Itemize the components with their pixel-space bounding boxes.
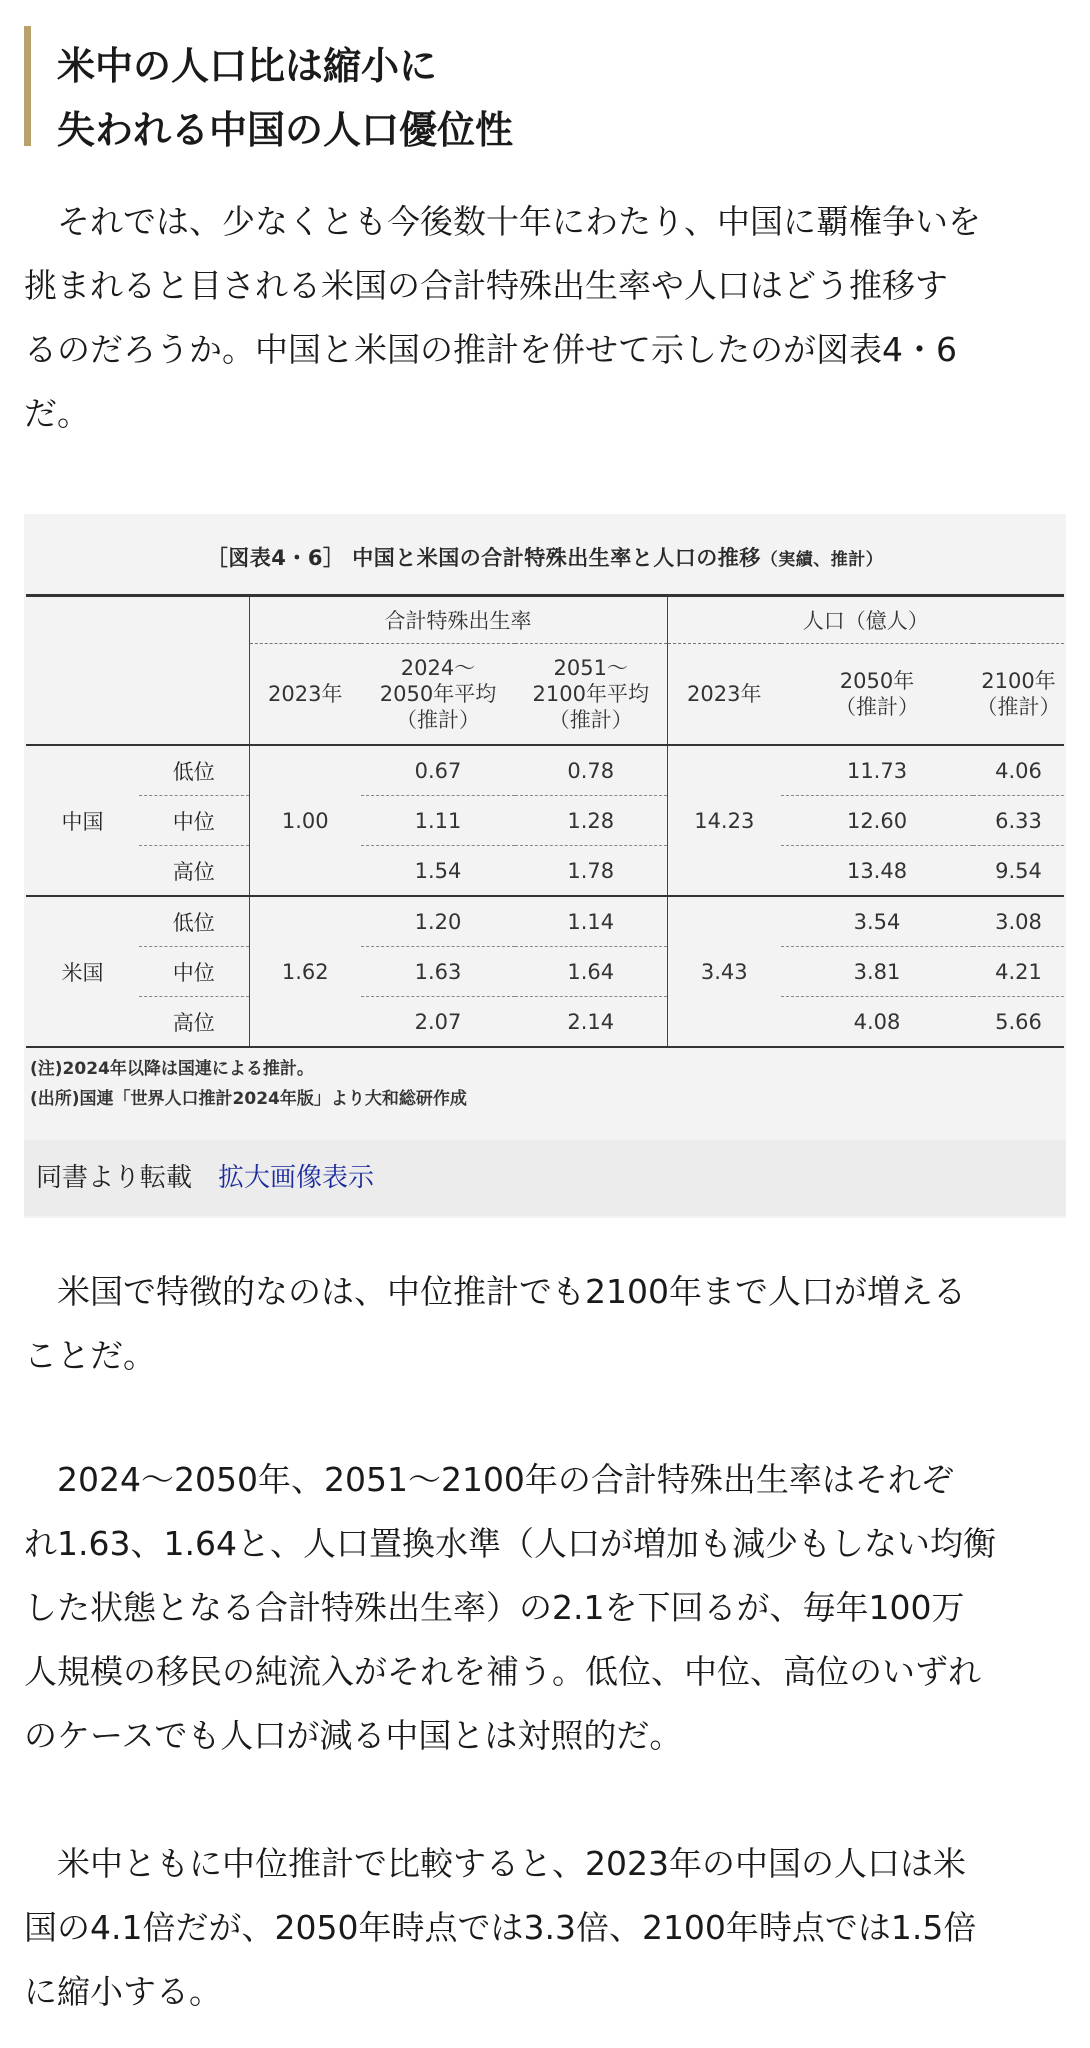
table-cell: 0.67 [361,745,515,796]
source-credit: 同書より転載 [36,1163,193,1193]
country-label: 米国 [26,896,139,1047]
paragraph-line: のケースでも人口が減る中国とは対照的だ。 [24,1716,683,1755]
figure-title-main: ［図表4・6］ 中国と米国の合計特殊出生率と人口の推移 [206,546,761,570]
group-header-fertility: 合計特殊出生率 [249,596,667,644]
figure-title [24,542,1066,572]
table-cell: 11.73 [781,745,973,796]
table-cell: 3.08 [973,896,1064,947]
variant-label: 低位 [139,896,249,947]
paragraph-line: るのだろうか。中国と米国の推計を併せて示したのが図表4・6 [24,330,957,369]
col-header-f2051-2100: 2051～ 2100年平均 （推計） [515,644,667,746]
table-cell: 5.66 [973,997,1064,1048]
table-row [26,745,1064,796]
table-cell: 3.54 [781,896,973,947]
population-2023-cell: 14.23 [667,745,781,896]
table-cell: 2.14 [515,997,667,1048]
table-cell: 1.11 [361,796,515,846]
heading-line: 米中の人口比は縮小に [57,44,438,88]
table-row [26,796,1064,846]
col-header-p2100: 2100年 （推計） [973,644,1064,746]
variant-label: 低位 [139,745,249,796]
table-cell: 1.28 [515,796,667,846]
col-header-f2024-2050: 2024～ 2050年平均 （推計） [361,644,515,746]
table-cell: 9.54 [973,846,1064,897]
figure-footer [24,1140,1066,1216]
paragraph-line: 挑まれると目される米国の合計特殊出生率や人口はどう推移す [24,266,948,305]
paragraph-us-feature [24,1260,1064,1388]
variant-label: 高位 [139,997,249,1048]
figure-source-note: (出所)国連「世界人口推計2024年版」より大和総研作成 [30,1089,467,1109]
paragraph-line: に縮小する。 [24,1972,222,2011]
paragraph-line: れ1.63、1.64と、人口置換水準（人口が増加も減少もしない均衡 [24,1524,996,1563]
paragraph-line: 2024～2050年、2051～2100年の合計特殊出生率はそれぞ [24,1460,954,1499]
table-cell: 6.33 [973,796,1064,846]
paragraph-line: 米国で特徴的なのは、中位推計でも2100年まで人口が増える [24,1272,966,1311]
table-cell: 1.20 [361,896,515,947]
col-header-f2023: 2023年 [249,644,361,746]
variant-label: 中位 [139,947,249,997]
paragraph-fertility-comparison [24,1448,1064,1768]
table-row [26,947,1064,997]
figure-notes [30,1054,467,1114]
section-heading [24,26,514,152]
table-cell: 1.64 [515,947,667,997]
table-cell: 2.07 [361,997,515,1048]
table-row [26,846,1064,897]
col-header-p2050: 2050年 （推計） [781,644,973,746]
variant-label: 中位 [139,796,249,846]
figure-4-6 [24,514,1066,1218]
table-row [26,896,1064,947]
paragraph-line: した状態となる合計特殊出生率）の2.1を下回るが、毎年100万 [24,1588,965,1627]
table-cell: 1.78 [515,846,667,897]
paragraph-line: 人規模の移民の純流入がそれを補う。低位、中位、高位のいずれ [24,1652,981,1691]
enlarge-image-link[interactable]: 拡大画像表示 [218,1163,375,1193]
table-cell: 4.06 [973,745,1064,796]
fertility-2023-cell: 1.00 [249,745,361,896]
paragraph-line: ことだ。 [24,1336,156,1375]
table-cell: 13.48 [781,846,973,897]
paragraph-intro [24,190,1064,446]
fertility-population-table [26,594,1064,1048]
figure-note: (注)2024年以降は国連による推計。 [30,1059,314,1079]
group-header-population: 人口（億人） [667,596,1064,644]
col-header-p2023: 2023年 [667,644,781,746]
table-corner [26,596,249,746]
table-cell: 1.54 [361,846,515,897]
country-label: 中国 [26,745,139,896]
figure-title-suffix: （実績、推計） [760,550,884,570]
table-cell: 3.81 [781,947,973,997]
paragraph-line: 米中ともに中位推計で比較すると、2023年の中国の人口は米 [24,1844,966,1883]
table-cell: 1.63 [361,947,515,997]
table-cell: 12.60 [781,796,973,846]
heading-line: 失われる中国の人口優位性 [57,108,514,152]
paragraph-line: 国の4.1倍だが、2050年時点では3.3倍、2100年時点では1.5倍 [24,1908,977,1947]
table-cell: 4.21 [973,947,1064,997]
paragraph-population-ratio [24,1832,1064,2024]
population-2023-cell: 3.43 [667,896,781,1047]
variant-label: 高位 [139,846,249,897]
paragraph-line: それでは、少なくとも今後数十年にわたり、中国に覇権争いを [24,202,981,241]
table-cell: 0.78 [515,745,667,796]
table-row [26,997,1064,1048]
table-cell: 1.14 [515,896,667,947]
fertility-2023-cell: 1.62 [249,896,361,1047]
paragraph-line: だ。 [24,394,90,433]
table-cell: 4.08 [781,997,973,1048]
